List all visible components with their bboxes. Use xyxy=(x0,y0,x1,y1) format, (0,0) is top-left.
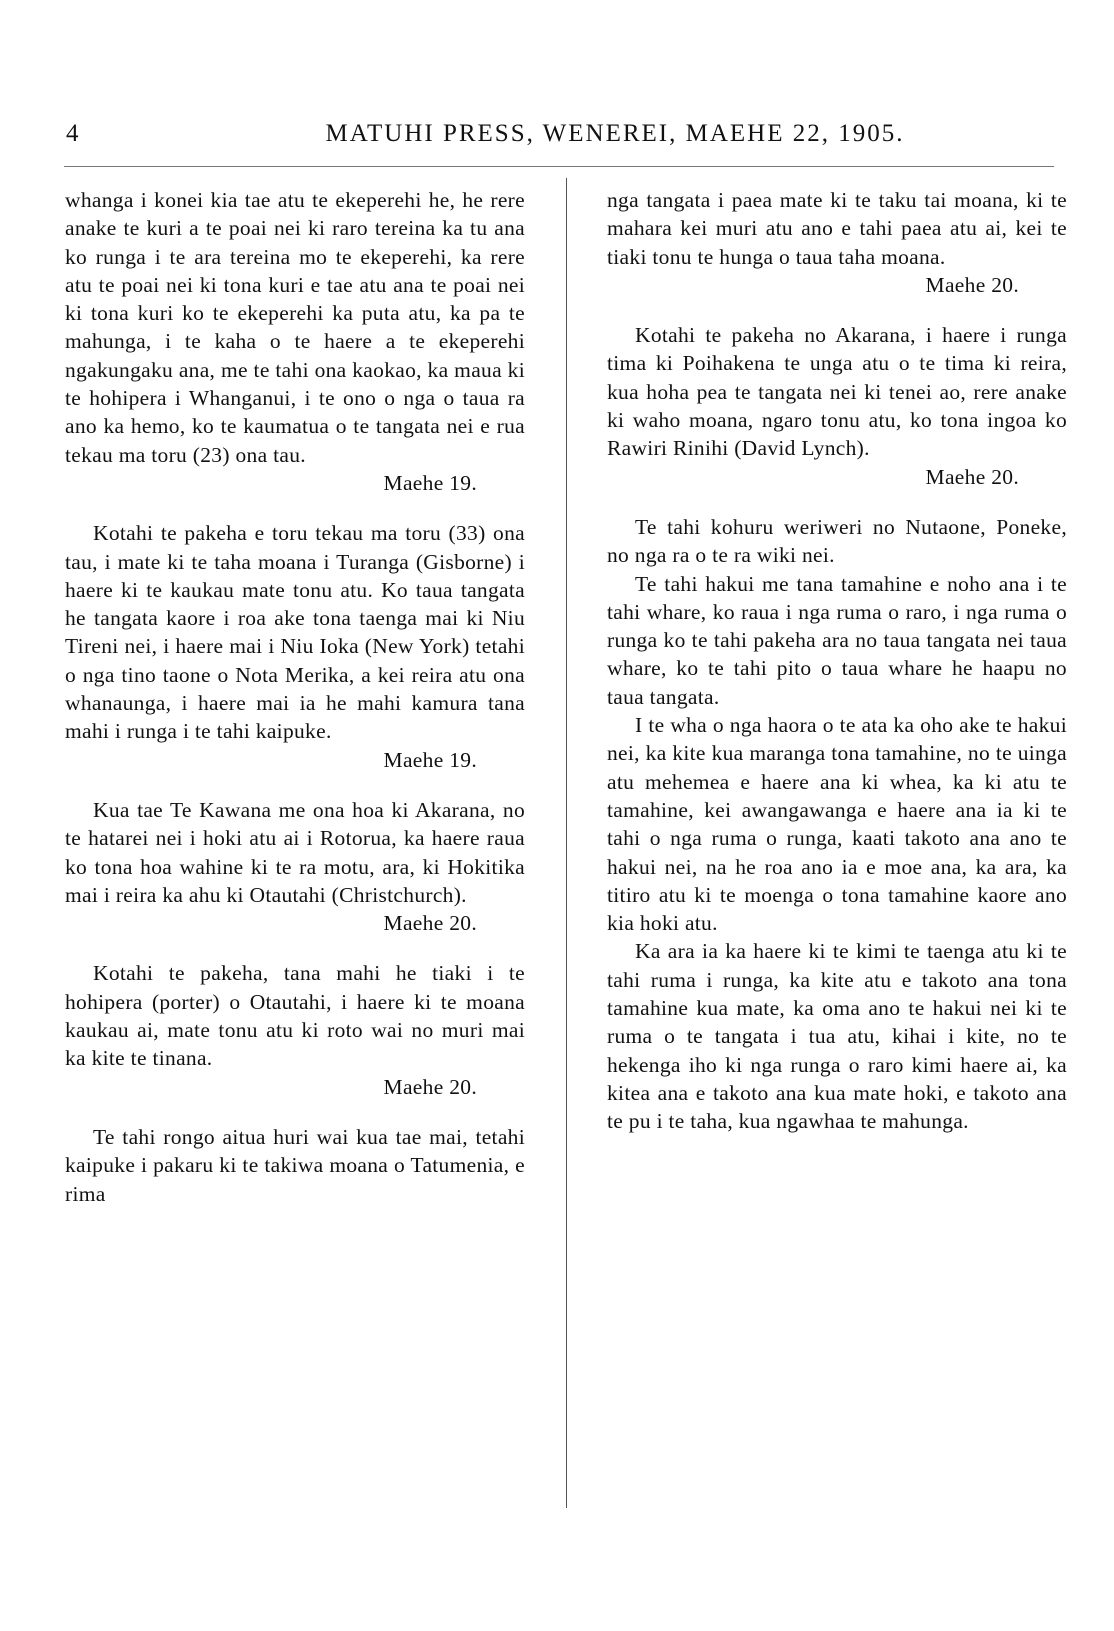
article-text: Kotahi te pakeha e toru tekau ma toru (33) ona tau, i mate ki te taha moana i Turanga (Gisborne) i haere ki te kaukau mate tonu atu. Ko taua tangata he tangata kaore i roa ake tona taenga mai ki Niu Tireni nei, i haere mai i Niu Ioka (New York) tetahi o nga tino taone o Nota Merika, a kei reira atu ona whanaunga, i haere mai ia he mahi kamura tana mahi i runga i te tahi kaipuke. xyxy=(65,521,525,744)
article xyxy=(607,513,1067,1136)
article-text: Te tahi hakui me tana tamahine e noho ana i te tahi whare, ko raua i nga ruma o raro, i nga ruma o runga ko te tahi pakeha ara no taua tangata nei taua whare, ko te tahi pito o taua whare he haapu no taua tangata. xyxy=(607,571,1067,709)
article xyxy=(65,796,525,937)
article-text: Kua tae Te Kawana me ona hoa ki Akarana, no te hatarei nei i hoki atu ai i Rotorua, ka haere raua ko tona hoa wahine ki te ra motu, ara, ki Hokitika mai i reira ka ahu ki Otautahi (Christchurch). xyxy=(65,797,525,907)
article-date: Maehe 20. xyxy=(925,272,1019,297)
article xyxy=(607,186,1067,299)
right-column xyxy=(607,186,1067,1136)
article-date: Maehe 19. xyxy=(383,747,477,772)
page-header xyxy=(60,120,1050,156)
article-date: Maehe 19. xyxy=(383,470,477,495)
article-text: Kotahi te pakeha, tana mahi he tiaki i te hohipera (porter) o Otautahi, i haere ki te moana kaukau ai, mate tonu atu ki roto wai no muri mai ka kite te tinana. xyxy=(65,961,525,1071)
article-text: Te tahi kohuru weriweri no Nutaone, Poneke, no nga ra o te ra wiki nei. xyxy=(607,514,1067,568)
article-date: Maehe 20. xyxy=(383,911,477,936)
article xyxy=(65,519,525,774)
article-date: Maehe 20. xyxy=(925,464,1019,489)
article-text: Kotahi te pakeha no Akarana, i haere i runga tima ki Poihakena te unga atu o te tima ki reira, kua hoha pea te tangata nei ki tenei ao, rere anake ki waho moana, ngaro tonu atu, ko tona ingoa ko Rawiri Rinihi (David Lynch). xyxy=(607,323,1067,461)
masthead-title: MATUHI PRESS, WENEREI, MAEHE 22, 1905. xyxy=(325,120,905,147)
header-divider xyxy=(64,166,1054,167)
article-text: whanga i konei kia tae atu te ekeperehi he, he rere anake te kuri a te poai nei ki raro tereina ka tu ana ko runga i te ara tereina mo te ekeperehi, ka rere atu te poai nei ki tona kuri e tae atu ana te poai nei ki tona kuri ko te ekeperehi ka puta atu, ka pa te mahunga, i te kaha o te haere a te ekeperehi ngakungaku ana, me te tahi ona kaokao, ka maua ki te hohipera i Whanganui, i te ono o nga o taua ra ano ka hemo, ko te kaumatua o te tangata nei e rua tekau ma toru (23) ona tau. xyxy=(65,188,525,467)
page-number: 4 xyxy=(66,120,79,147)
article-text: Ka ara ia ka haere ki te kimi te taenga atu ki te tahi ruma i runga, ka kite atu e takoto ana tona tamahine kua mate, ka oma ano te hakui nei ki te ruma o te tangata i tua atu, kihai i kite, no te hekenga iho ki nga runga o raro kimi haere ai, ka kitea ana e takoto ana kua mate hoki, e takoto ana te pu i te taha, kua ngawhaa te mahunga. xyxy=(607,939,1067,1134)
article-date: Maehe 20. xyxy=(383,1074,477,1099)
left-column xyxy=(65,186,525,1208)
article-text: nga tangata i paea mate ki te taku tai moana, ki te mahara kei muri atu ano e tahi paea atu ai, kei te tiaki tonu te hunga o taua taha moana. xyxy=(607,188,1067,269)
article xyxy=(65,959,525,1100)
article-text: Te tahi rongo aitua huri wai kua tae mai, tetahi kaipuke i pakaru ki te takiwa moana o Tatumenia, e rima xyxy=(65,1124,525,1206)
article-text: I te wha o nga haora o te ata ka oho ake te hakui nei, ka kite kua maranga tona tamahine, no te uinga atu mehemea e haere ana ki whea, ka ki atu te tamahine, kei awangawanga e haere ana ia ki te tahi o nga ruma o runga, kaati takoto ana ano te hakui nei, na he roa ano ia e moe ana, ka ara, ka titiro atu ki te moenga o tona tamahine kaore ano kia hoki atu. xyxy=(607,713,1067,936)
article xyxy=(607,321,1067,491)
article xyxy=(65,186,525,497)
article xyxy=(65,1123,525,1208)
column-divider xyxy=(566,178,567,1508)
